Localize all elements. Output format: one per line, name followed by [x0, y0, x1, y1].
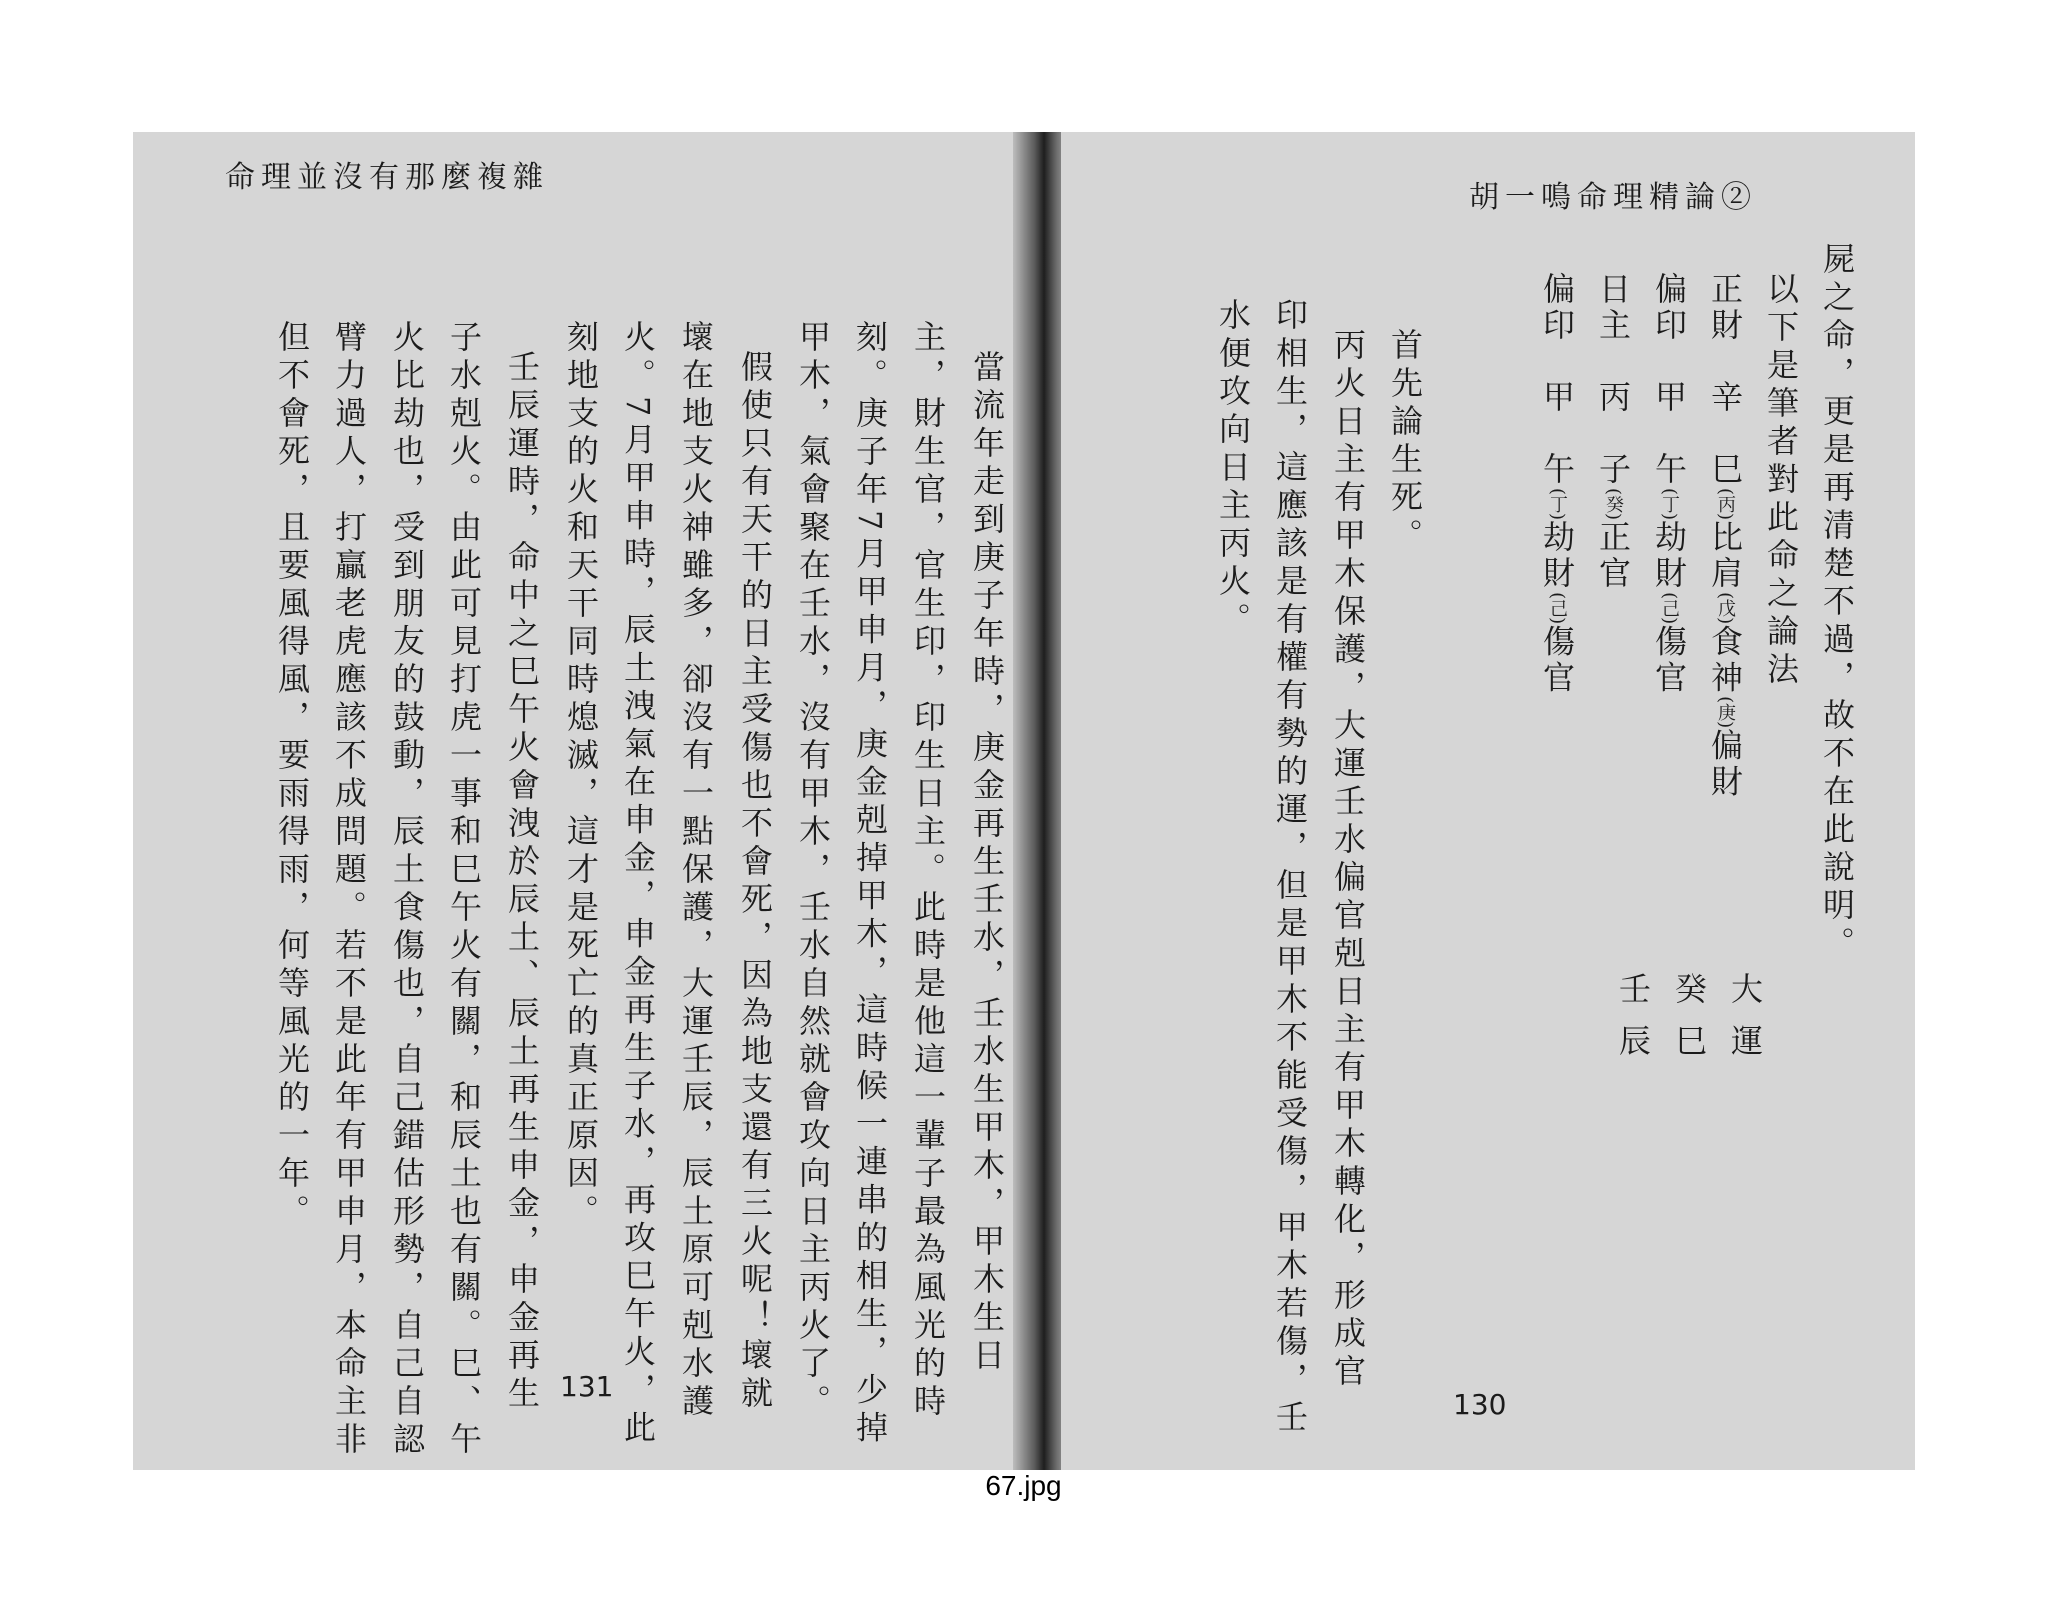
intro-line-1: 屍之命，更是再清楚不過，故不在此說明。 — [1818, 242, 1856, 964]
chart-branch: 午 — [1650, 452, 1688, 488]
chart-role: 正財 — [1706, 272, 1744, 344]
left-page-number: 131 — [560, 1370, 614, 1403]
chart-row-hour: 偏印 甲 午(丁)劫財(己)傷官 — [1538, 272, 1576, 697]
chart-row-year: 正財 辛 巳(丙)比肩(戊)食神(庚)偏財 — [1706, 272, 1744, 801]
left-column-7: 火。7月甲申時，辰土洩氣在申金，申金再生子水，再攻巳午火，此 — [619, 320, 657, 1449]
left-column-13: 但不會死，且要風得風，要雨得雨，何等風光的一年。 — [273, 320, 311, 1232]
chart-stem: 丙 — [1594, 380, 1632, 416]
intro-line-2: 以下是筆者對此命之論法 — [1762, 272, 1800, 690]
chart-role: 偏印 — [1650, 272, 1688, 344]
chart-role: 日主 — [1594, 272, 1632, 344]
chart-row-day: 日主 丙 子(癸)正官 — [1594, 272, 1632, 593]
right-page-number: 130 — [1453, 1388, 1507, 1421]
right-running-header: 胡一鳴命理精論② — [1469, 180, 1757, 215]
right-page — [1061, 132, 1915, 1470]
left-column-4: 甲木，氣會聚在壬水，沒有甲木，壬水自然就會攻向日主丙火了。 — [794, 320, 832, 1422]
chart-branch: 午 — [1538, 452, 1576, 488]
luck-title: 大運 — [1726, 972, 1764, 1076]
left-column-11: 火比劫也，受到朋友的鼓動，辰土食傷也，自己錯估形勢，自己自認 — [388, 320, 426, 1460]
left-page — [133, 132, 1028, 1470]
left-column-2: 主，財生官，官生印，印生日主。此時是他這一輩子最為風光的時 — [909, 320, 947, 1422]
chart-stem: 甲 — [1538, 380, 1576, 416]
book-scan — [133, 132, 1915, 1470]
chart-branch: 子 — [1594, 452, 1632, 488]
left-column-5: 假使只有天干的日主受傷也不會死，因為地支還有三火呢！壞就 — [736, 350, 774, 1414]
luck-pillar-2: 壬辰 — [1614, 972, 1652, 1076]
left-column-10: 子水剋火。由此可見打虎一事和巳午火有關，和辰土也有關。巳、午 — [445, 320, 483, 1460]
left-column-12: 臂力過人，打贏老虎應該不成問題。若不是此年有甲申月，本命主非 — [330, 320, 368, 1460]
image-caption: 67.jpg — [985, 1470, 1062, 1501]
luck-pillar-1: 癸巳 — [1670, 972, 1708, 1076]
body-line-2: 印相生，這應該是有權有勢的運，但是甲木不能受傷，甲木若傷，壬 — [1271, 298, 1309, 1438]
body-line-1: 丙火日主有甲木保護，大運壬水偏官剋日主有甲木轉化，形成官 — [1329, 328, 1367, 1392]
left-column-6: 壞在地支火神雖多，卻沒有一點保護，大運壬辰，辰土原可剋水護 — [677, 320, 715, 1422]
left-running-header: 命理並沒有那麼複雜 — [225, 160, 549, 195]
chart-row-month: 偏印 甲 午(丁)劫財(己)傷官 — [1650, 272, 1688, 697]
left-column-1: 當流年走到庚子年時，庚金再生壬水，壬水生甲木，甲木生日 — [968, 350, 1006, 1376]
section-title: 首先論生死。 — [1386, 328, 1424, 556]
left-column-3: 刻。庚子年7月甲申月，庚金剋掉甲木，這時候一連串的相生，少掉 — [851, 320, 889, 1449]
chart-role: 偏印 — [1538, 272, 1576, 344]
chart-stem: 辛 — [1706, 380, 1744, 416]
body-line-3: 水便攻向日主丙火。 — [1214, 298, 1252, 640]
chart-stem: 甲 — [1650, 380, 1688, 416]
chart-branch: 巳 — [1706, 452, 1744, 488]
left-column-8: 刻地支的火和天干同時熄滅，這才是死亡的真正原因。 — [562, 320, 600, 1232]
left-column-9: 壬辰運時，命中之巳午火會洩於辰土、辰土再生申金，申金再生 — [503, 350, 541, 1414]
